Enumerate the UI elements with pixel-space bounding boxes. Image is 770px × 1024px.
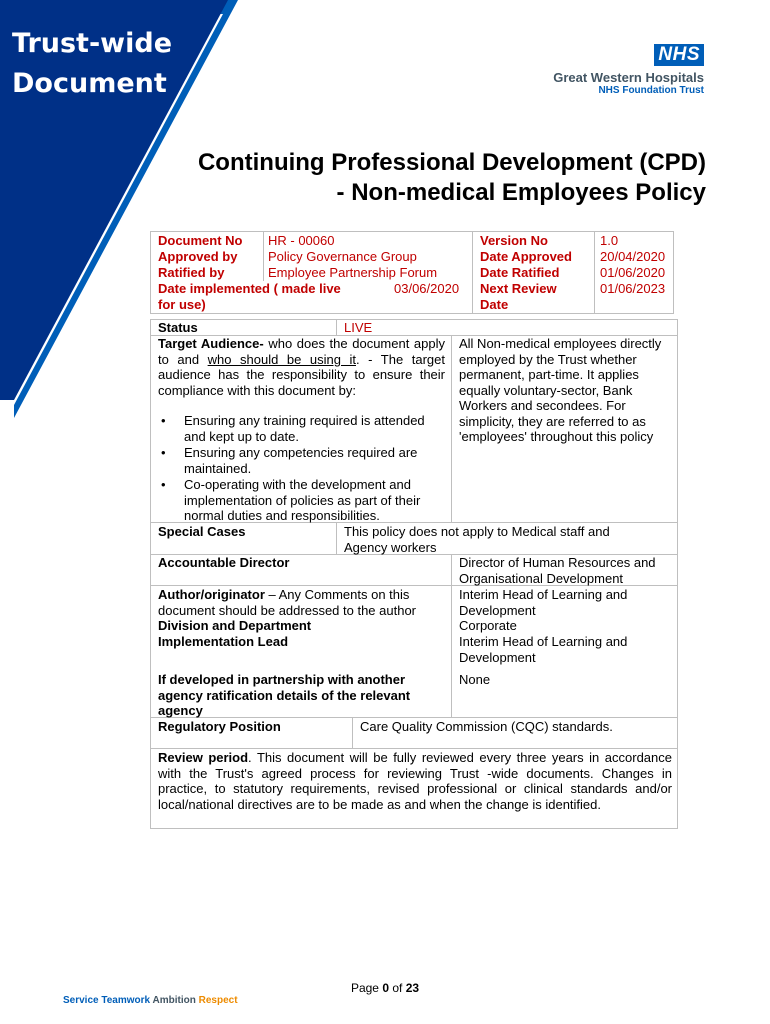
bullet-item-1: Ensuring any training required is attended and kept up to date. xyxy=(184,413,425,444)
implementation-lead-value: Interim Head of Learning and Development xyxy=(459,634,628,665)
status-label: Status xyxy=(158,320,198,335)
target-audience-text-2: . - The target audience has the responsibility to ensure their compliance with this document by: xyxy=(158,351,445,398)
next-review-label-1: Next Review xyxy=(480,281,557,296)
target-audience-text-1: who does the document apply to and xyxy=(158,336,445,367)
target-audience-value: All Non-medical employees directly employed by the Trust whether permanent, part-time. It applies equally voluntary-sector, Bank Workers and secondees. For simplicity, they are referred to as 'employees' throughout this policy xyxy=(459,336,662,444)
document-no-value: HR - 00060 xyxy=(268,233,335,248)
author-value: Interim Head of Learning and Development xyxy=(459,587,628,618)
logo-trust-name: NHS Foundation Trust xyxy=(598,85,704,96)
regulatory-position-value: Care Quality Commission (CQC) standards. xyxy=(360,719,613,734)
accountable-director-value: Director of Human Resources and Organisational Development xyxy=(459,555,656,586)
title-line-2: - Non-medical Employees Policy xyxy=(336,179,706,206)
nhs-badge: NHS xyxy=(654,44,704,66)
review-period xyxy=(158,750,672,812)
target-audience-underlined: who should be using it xyxy=(207,351,356,367)
next-review-label-2: Date xyxy=(480,297,509,312)
document-no-label: Document No xyxy=(158,233,243,248)
division-label: Division and Department xyxy=(158,618,312,633)
special-cases-value: This policy does not apply to Medical staff and Agency workers xyxy=(344,524,610,555)
date-implemented-label-1: Date implemented ( made live xyxy=(158,281,341,296)
division-value: Corporate xyxy=(459,618,517,633)
date-approved-label: Date Approved xyxy=(480,249,572,264)
status-value: LIVE xyxy=(344,320,373,335)
nhs-logo xyxy=(553,44,704,96)
target-audience-intro xyxy=(158,336,445,398)
version-value: 1.0 xyxy=(600,233,619,248)
date-ratified-value: 01/06/2020 xyxy=(600,265,666,280)
ratified-by-label: Ratified by xyxy=(158,265,225,280)
version-label: Version No xyxy=(480,233,548,248)
implementation-lead-label: Implementation Lead xyxy=(158,634,289,649)
value-service: Service xyxy=(63,995,99,1006)
approved-by-value: Policy Governance Group xyxy=(268,249,417,264)
bullet-icon: • xyxy=(161,477,166,492)
banner-title xyxy=(12,24,172,104)
bullet-item-2: Ensuring any competencies required are maintained. xyxy=(184,445,418,476)
target-audience-label: Target Audience- xyxy=(158,336,264,351)
document-title xyxy=(150,148,706,208)
ratified-by-value: Employee Partnership Forum xyxy=(268,265,438,280)
title-line-1: Continuing Professional Development (CPD) xyxy=(197,149,706,176)
date-approved-value: 20/04/2020 xyxy=(600,249,666,264)
author-label-rest: – Any Comments on this document should be addressed to the author xyxy=(158,587,417,618)
banner-line-2: Document xyxy=(12,68,167,99)
approved-by-label: Approved by xyxy=(158,249,238,264)
value-teamwork: Teamwork xyxy=(101,995,151,1006)
page-prefix: Page xyxy=(350,981,383,995)
value-respect: Respect xyxy=(198,995,238,1006)
date-implemented-value: 03/06/2020 xyxy=(394,281,460,296)
page-current: 0 xyxy=(382,981,389,995)
page-number xyxy=(0,981,770,995)
review-period-label: Review period xyxy=(158,750,249,765)
special-cases-label: Special Cases xyxy=(158,524,246,539)
partnership-label: If developed in partnership with another agency ratification details of the relevant agency xyxy=(158,672,411,718)
trust-values xyxy=(63,995,238,1006)
page-of: of xyxy=(389,981,406,995)
next-review-value: 01/06/2023 xyxy=(600,281,666,296)
banner-line-1: Trust-wide xyxy=(12,28,173,59)
logo-org-name: Great Western Hospitals xyxy=(553,70,704,85)
author-label: Author/originator xyxy=(158,587,265,602)
page-total: 23 xyxy=(405,981,420,995)
value-ambition: Ambition xyxy=(152,995,196,1006)
date-ratified-label: Date Ratified xyxy=(480,265,560,280)
bullet-icon: • xyxy=(161,445,166,460)
regulatory-position-label: Regulatory Position xyxy=(158,719,281,734)
bullet-icon: • xyxy=(161,413,166,428)
review-period-text: . This document will be fully reviewed every three years in accordance with the Trust's agreed process for reviewing Trust -wide documents. Changes in practice, to statutory requirements, revised professional or clinical standards and/or local/national directives are to be made as and when the change is identified. xyxy=(158,750,672,812)
date-implemented-label-2: for use) xyxy=(158,297,206,312)
accountable-director-label: Accountable Director xyxy=(158,555,290,570)
partnership-value: None xyxy=(459,672,491,687)
author-originator xyxy=(158,587,448,618)
bullet-item-3: Co-operating with the development and implementation of policies as part of their normal duties and responsibilities. xyxy=(184,477,421,523)
